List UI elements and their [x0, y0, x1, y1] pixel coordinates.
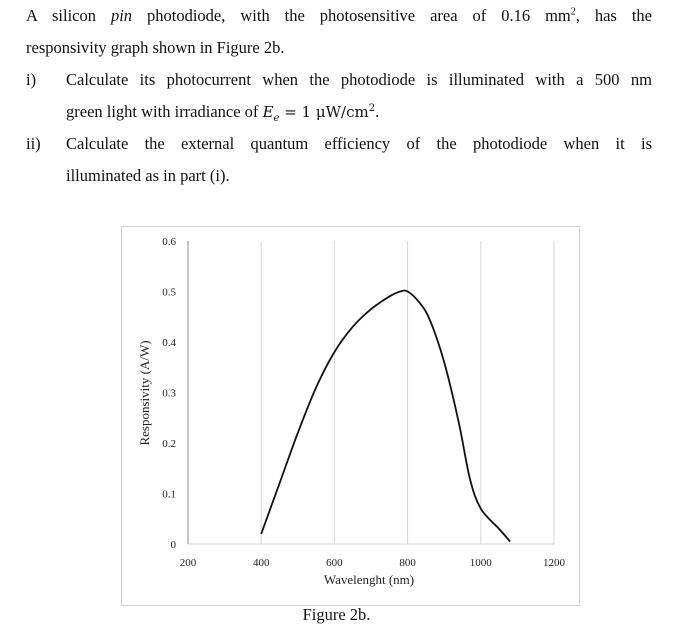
y-tick-labels — [162, 236, 176, 551]
y-axis-label: Responsivity (A/W) — [137, 340, 152, 446]
figure-2b — [121, 226, 580, 606]
x-tick-label: 800 — [399, 557, 416, 569]
y-tick-label: 0.6 — [162, 236, 176, 248]
x-tick-label: 1200 — [543, 557, 565, 569]
x-tick-label: 1000 — [469, 557, 492, 569]
grid-layer — [261, 241, 554, 544]
responsivity-curve — [261, 291, 510, 542]
x-axis-label: Wavelenght (nm) — [323, 572, 415, 587]
y-tick-label: 0 — [170, 539, 176, 551]
x-tick-label: 400 — [252, 557, 270, 569]
x-tick-label: 600 — [326, 557, 343, 569]
y-tick-label: 0.3 — [162, 387, 176, 400]
responsivity-chart — [122, 227, 579, 605]
intro-line-1: A silicon pin photodiode, with the photosensitive area of 0.16 $mm^2$, has the — [26, 6, 652, 25]
y-tick-label: 0.5 — [162, 286, 176, 299]
part-ii-label: ii) — [26, 134, 41, 153]
x-tick-label: 200 — [179, 557, 197, 569]
y-tick-label: 0.4 — [162, 337, 176, 349]
figure-caption: Figure 2b. — [302, 605, 371, 624]
y-tick-label: 0.1 — [162, 488, 176, 501]
part-i-text: Calculate its photocurrent when the photodiode is illuminated with a 500 nm green light with irradiance of $E_e = 1$ $\mu W/cm^2$. — [66, 70, 652, 124]
part-ii-text: Calculate the external quantum efficiency of the photodiode when it is illuminated as in part (i). — [66, 134, 652, 185]
question-intro — [26, 0, 652, 64]
y-tick-label: 0.2 — [162, 438, 176, 450]
intro-line-2: responsivity graph shown in Figure 2b. — [26, 38, 285, 57]
x-tick-labels — [180, 557, 566, 569]
part-i-label: i) — [26, 70, 37, 89]
